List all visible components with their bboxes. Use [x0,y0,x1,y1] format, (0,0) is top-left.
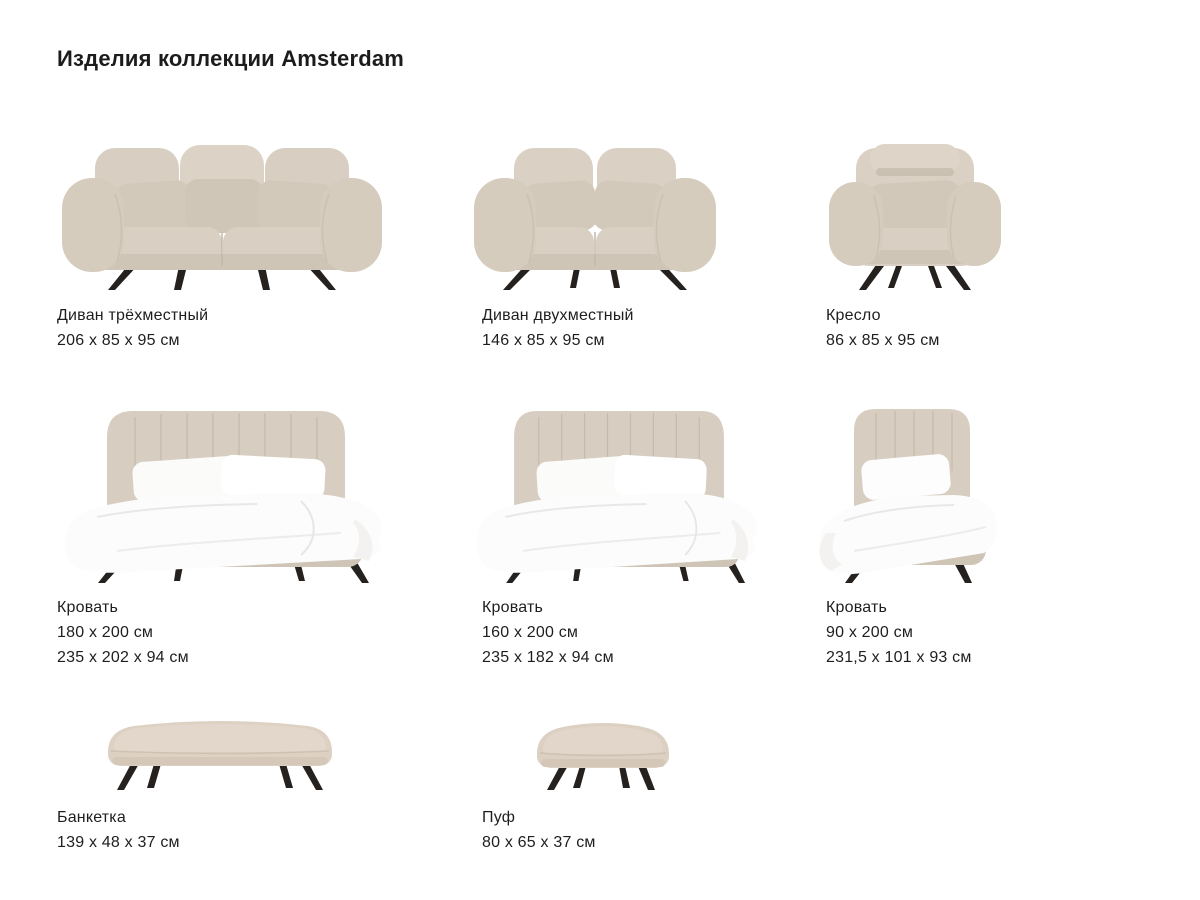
product-label [482,303,826,353]
products-grid [57,72,1160,855]
product-dimensions: 206 x 85 x 95 см [57,332,180,349]
product-name: Кровать [57,599,119,616]
product-dimensions: 86 x 85 x 95 см [826,332,940,349]
product-card-sofa-2-seat [482,72,826,353]
product-name: Кровать [482,599,544,616]
product-label [57,595,482,670]
product-label [57,805,482,855]
product-dimensions: 80 x 65 x 37 см [482,834,596,851]
bench-illustration [100,710,340,790]
product-image-bed-160 [470,401,826,583]
product-image-bench [100,710,482,790]
product-label [826,595,1200,670]
product-card-bench [57,670,482,855]
product-image-sofa-2-seat [470,132,826,290]
product-sleeping-size: 90 x 200 см [826,624,914,641]
product-label [482,805,826,855]
product-image-bed-90 [814,401,1200,583]
product-dimensions: 139 x 48 x 37 см [57,834,180,851]
product-label [57,303,482,353]
product-sleeping-size: 160 x 200 см [482,624,579,641]
product-dimensions: 235 x 202 x 94 см [57,649,189,666]
product-name: Диван двухместный [482,307,634,324]
bed-double-160-illustration [470,401,768,583]
pouf-illustration [525,710,680,790]
page-title: Изделия коллекции Amsterdam [57,46,405,71]
product-card-armchair [826,72,1200,353]
bed-single-90-illustration [814,401,1009,583]
product-card-bed-90 [826,353,1200,670]
product-name: Банкетка [57,809,126,826]
product-name: Кресло [826,307,881,324]
product-sleeping-size: 180 x 200 см [57,624,154,641]
product-dimensions: 235 x 182 x 94 см [482,649,614,666]
product-card-sofa-3-seat [57,72,482,353]
product-card-bed-180 [57,353,482,670]
product-image-sofa-3-seat [57,132,482,290]
product-image-armchair [826,132,1200,290]
product-card-pouf [482,670,826,855]
product-label [826,303,1200,353]
product-dimensions: 146 x 85 x 95 см [482,332,605,349]
product-dimensions: 231,5 x 101 x 93 см [826,649,972,666]
product-card-bed-160 [482,353,826,670]
product-image-pouf [525,710,826,790]
armchair-illustration [826,140,1004,290]
bed-double-180-illustration [57,401,395,583]
product-name: Диван трёхместный [57,307,209,324]
product-label [482,595,826,670]
product-image-bed-180 [57,401,482,583]
sofa-three-seat-illustration [57,132,387,290]
sofa-two-seat-illustration [470,132,720,290]
product-name: Пуф [482,809,516,826]
product-name: Кровать [826,599,888,616]
